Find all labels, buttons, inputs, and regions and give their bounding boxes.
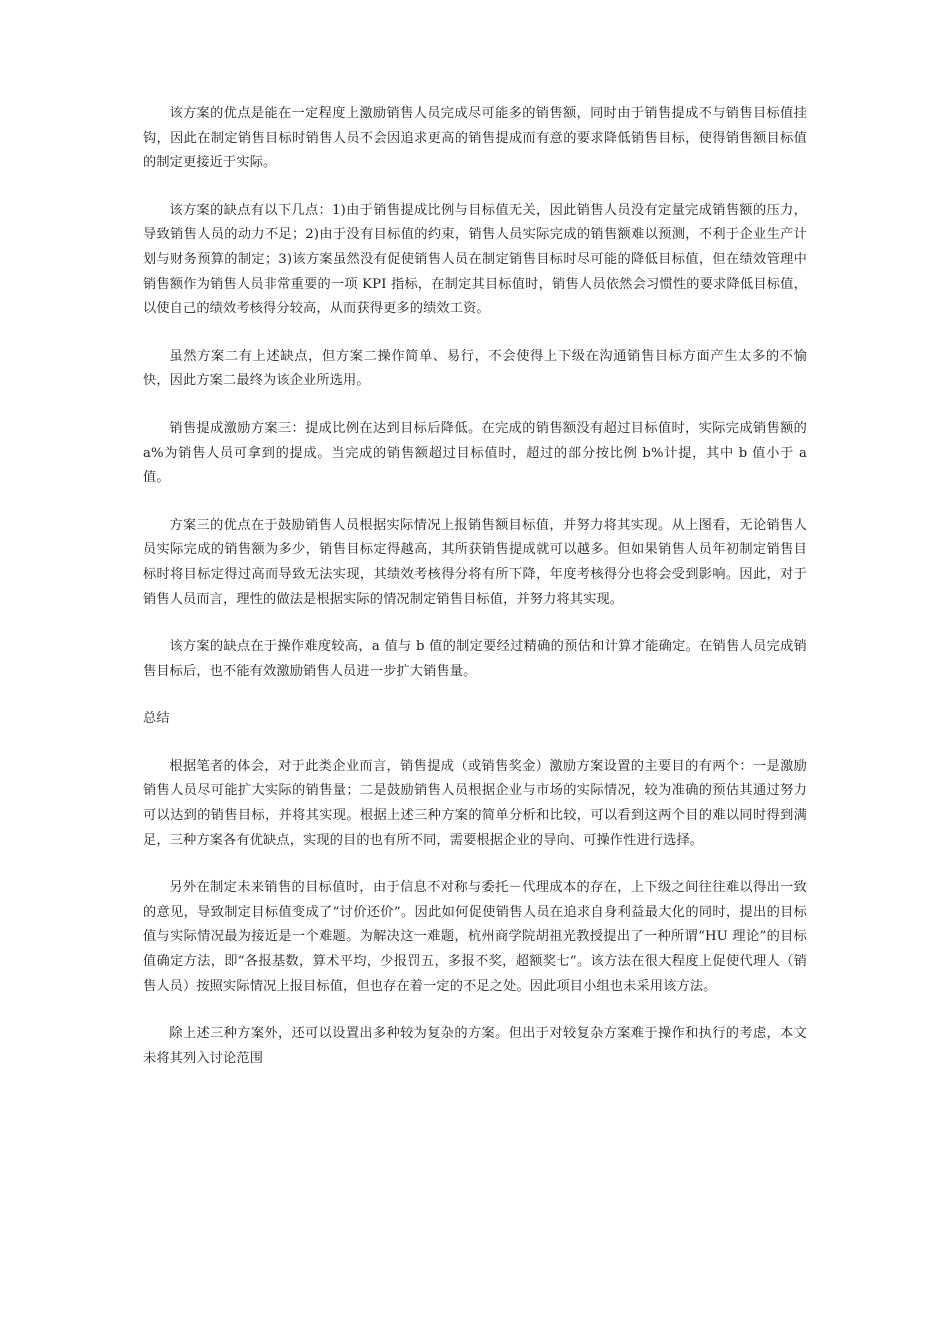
paragraph-plan2-advantages: 该方案的优点是能在一定程度上激励销售人员完成尽可能多的销售额，同时由于销售提成不与销售目标值挂钩，因此在制定销售目标时销售人员不会因追求更高的销售提成而有意的要求降低销售目标，使得销售额目标值的制定更接近于实际。: [143, 106, 807, 171]
section-heading-summary: 总结: [143, 711, 170, 727]
paragraph-plan2-adoption: 虽然方案二有上述缺点，但方案二操作简单、易行，不会使得上下级在沟通销售目标方面产生太多的不愉快，因此方案二最终为该企业所选用。: [143, 348, 807, 389]
paragraph-summary-target-setting: 另外在制定未来销售的目标值时，由于信息不对称与委托－代理成本的存在，上下级之间往往难以得出一致的意见，导致制定目标值变成了“讨价还价”。因此如何促使销售人员在追求自身利益最大化的同时，提出的目标值与实际情况最为接近是一个难题。为解决这一难题，杭州商学院胡祖光教授提出了一种所谓“HU 理论”的目标值确定方法，即“各报基数，算术平均，少报罚五，多报不奖，超额奖七”。该方法在很大程度上促使代理人（销售人员）按照实际情况上报目标值，但也存在着一定的不足之处。因此项目小组也未采用该方法。: [143, 880, 807, 994]
paragraph-plan3-advantages: 方案三的优点在于鼓励销售人员根据实际情况上报销售额目标值，并努力将其实现。从上图看，无论销售人员实际完成的销售额为多少，销售目标定得越高，其所获销售提成就可以越多。但如果销售人员年初制定销售目标时将目标定得过高而导致无法实现，其绩效考核得分将有所下降，年度考核得分也将会受到影响。因此，对于销售人员而言，理性的做法是根据实际的情况制定销售目标值，并努力将其实现。: [143, 517, 807, 607]
paragraph-plan2-disadvantages: 该方案的缺点有以下几点：1)由于销售提成比例与目标值无关，因此销售人员没有定量完成销售额的压力，导致销售人员的动力不足；2)由于没有目标值的约束，销售人员实际完成的销售额难以预测，不利于企业生产计划与财务预算的制定；3)该方案虽然没有促使销售人员在制定销售目标时尽可能的降低目标值，但在绩效管理中销售额作为销售人员非常重要的一项 KPI 指标，在制定其目标值时，销售人员依然会习惯性的要求降低目标值，以使自己的绩效考核得分较高，从而获得更多的绩效工资。: [143, 202, 807, 317]
paragraph-plan3-disadvantages: 该方案的缺点在于操作难度较高，a 值与 b 值的制定要经过精确的预估和计算才能确定。在销售人员完成销售目标后，也不能有效激励销售人员进一步扩大销售量。: [143, 639, 807, 679]
paragraph-summary-goals: 根据笔者的体会，对于此类企业而言，销售提成（或销售奖金）激励方案设置的主要目的有两个：一是激励销售人员尽可能扩大实际的销售量；二是鼓励销售人员根据企业与市场的实际情况，较为准确的预估其通过努力可以达到的销售目标，并将其实现。根据上述三种方案的简单分析和比较，可以看到这两个目的难以同时得到满足，三种方案各有优缺点，实现的目的也有所不同，需要根据企业的导向、可操作性进行选择。: [143, 758, 807, 848]
paragraph-summary-other-plans: 除上述三种方案外，还可以设置出多种较为复杂的方案。但出于对较复杂方案难于操作和执行的考虑，本文未将其列入讨论范围: [143, 1026, 807, 1066]
paragraph-plan3-description: 销售提成激励方案三：提成比例在达到目标后降低。在完成的销售额没有超过目标值时，实际完成销售额的 a%为销售人员可拿到的提成。当完成的销售额超过目标值时，超过的部分按比例 b%计提，其中 b 值小于 a 值。: [143, 420, 807, 486]
document-body: [143, 102, 807, 1094]
